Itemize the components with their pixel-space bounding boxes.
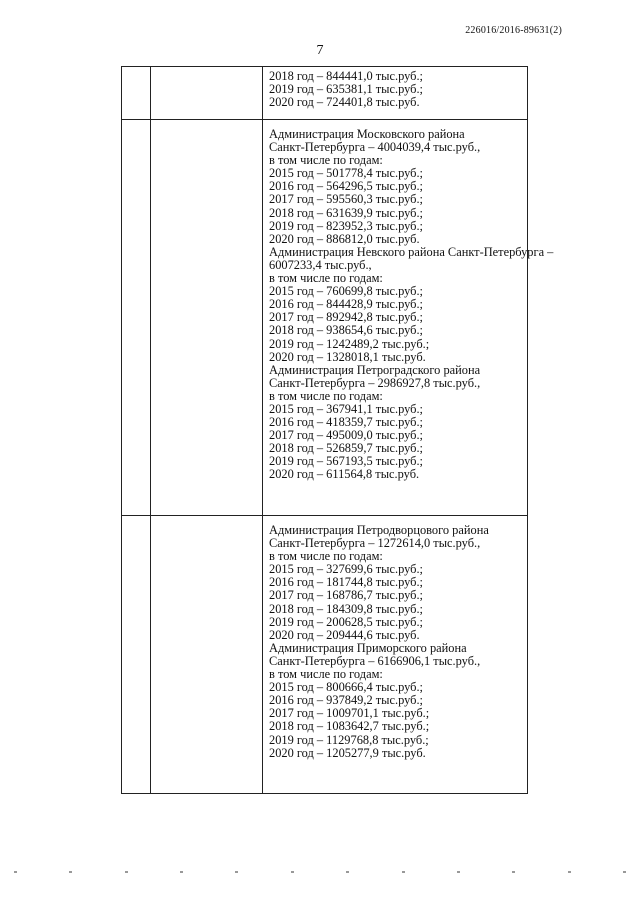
- scan-mark: [69, 871, 72, 873]
- scan-footer-marks: [14, 871, 626, 875]
- text-line: в том числе по годам:: [269, 549, 383, 564]
- text-line: 2015 год – 327699,6 тыс.руб.;: [269, 562, 423, 577]
- scan-mark: [568, 871, 571, 873]
- scan-mark: [291, 871, 294, 873]
- text-line: в том числе по годам:: [269, 667, 383, 682]
- scan-mark: [125, 871, 128, 873]
- text-line: 2017 год – 595560,3 тыс.руб.;: [269, 192, 423, 207]
- text-line: 2019 год – 1242489,2 тыс.руб.;: [269, 336, 430, 351]
- text-line: 2020 год – 611564,8 тыс.руб.: [269, 467, 420, 482]
- text-line: 2018 год – 1083642,7 тыс.руб.;: [269, 719, 430, 734]
- text-line: 2015 год – 367941,1 тыс.руб.;: [269, 401, 423, 416]
- text-line: 2017 год – 1009701,1 тыс.руб.;: [269, 706, 430, 721]
- text-line: 2020 год – 209444,6 тыс.руб.: [269, 627, 420, 642]
- scan-mark: [14, 871, 17, 873]
- text-line: 2018 год – 526859,7 тыс.руб.;: [269, 441, 423, 456]
- text-line: 2016 год – 181744,8 тыс.руб.;: [269, 575, 423, 590]
- row-label-cell: [151, 67, 263, 120]
- text-line: 2020 год – 1328018,1 тыс.руб.: [269, 349, 426, 364]
- scan-mark: [623, 871, 626, 873]
- text-line: 2018 год – 184309,8 тыс.руб.;: [269, 601, 423, 616]
- text-line: 2019 год – 1129768,8 тыс.руб.;: [269, 732, 429, 747]
- text-line: 2017 год – 168786,7 тыс.руб.;: [269, 588, 423, 603]
- text-line: 2015 год – 760699,8 тыс.руб.;: [269, 284, 423, 299]
- text-line: 2018 год – 844441,0 тыс.руб.;: [269, 69, 423, 83]
- row-content-cell: [263, 516, 528, 794]
- text-line: Администрация Петроградского района: [269, 362, 481, 377]
- scan-mark: [402, 871, 405, 873]
- scan-mark: [235, 871, 238, 873]
- scan-mark: [457, 871, 460, 873]
- text-line: 2020 год – 724401,8 тыс.руб.: [269, 95, 420, 110]
- funding-text: [263, 516, 527, 764]
- text-line: 2019 год – 200628,5 тыс.руб.;: [269, 614, 423, 629]
- text-line: 2019 год – 567193,5 тыс.руб.;: [269, 454, 423, 469]
- scan-mark: [346, 871, 349, 873]
- text-line: Администрация Московского района: [269, 127, 465, 141]
- text-line: 2017 год – 495009,0 тыс.руб.;: [269, 428, 423, 443]
- row-content-cell: [263, 67, 528, 120]
- row-number-cell: [122, 67, 151, 120]
- text-line: 2020 год – 886812,0 тыс.руб.: [269, 231, 420, 246]
- text-line: Санкт-Петербурга – 2986927,8 тыс.руб.,: [269, 375, 481, 390]
- table-row: [122, 516, 528, 794]
- text-line: 2016 год – 418359,7 тыс.руб.;: [269, 415, 423, 430]
- text-line: Санкт-Петербурга – 1272614,0 тыс.руб.,: [269, 536, 481, 551]
- text-line: Санкт-Петербурга – 6166906,1 тыс.руб.,: [269, 653, 481, 668]
- text-line: 2015 год – 800666,4 тыс.руб.;: [269, 680, 423, 695]
- table-row: [122, 67, 528, 120]
- text-line: 6007233,4 тыс.руб.,: [269, 257, 372, 272]
- row-number-cell: [122, 516, 151, 794]
- text-line: в том числе по годам:: [269, 153, 383, 168]
- row-content-cell: [263, 120, 554, 516]
- text-line: 2016 год – 937849,2 тыс.руб.;: [269, 693, 423, 708]
- scan-mark: [180, 871, 183, 873]
- page-number: 7: [316, 43, 324, 58]
- scan-mark: [512, 871, 515, 873]
- table-row: [122, 120, 528, 516]
- funding-text: [263, 120, 554, 486]
- text-line: Администрация Приморского района: [269, 640, 467, 655]
- funding-table: [121, 66, 554, 794]
- text-line: Санкт-Петербурга – 4004039,4 тыс.руб.,: [269, 140, 481, 155]
- text-line: 2018 год – 631639,9 тыс.руб.;: [269, 205, 423, 220]
- text-line: 2019 год – 635381,1 тыс.руб.;: [269, 82, 423, 97]
- text-line: 2016 год – 564296,5 тыс.руб.;: [269, 179, 423, 194]
- document-registration-number: 226016/2016-89631(2): [465, 25, 562, 36]
- text-line: Администрация Невского района Санкт-Петербурга –: [269, 244, 554, 259]
- row-number-cell: [122, 120, 151, 516]
- text-line: 2016 год – 844428,9 тыс.руб.;: [269, 297, 423, 312]
- text-line: 2017 год – 892942,8 тыс.руб.;: [269, 310, 423, 325]
- text-line: 2018 год – 938654,6 тыс.руб.;: [269, 323, 423, 338]
- row-label-cell: [151, 120, 263, 516]
- text-line: Администрация Петродворцового района: [269, 523, 489, 537]
- text-line: 2020 год – 1205277,9 тыс.руб.: [269, 745, 426, 760]
- row-label-cell: [151, 516, 263, 794]
- text-line: 2019 год – 823952,3 тыс.руб.;: [269, 218, 423, 233]
- text-line: в том числе по годам:: [269, 271, 383, 286]
- funding-text: [263, 67, 527, 113]
- text-line: в том числе по годам:: [269, 388, 383, 403]
- text-line: 2015 год – 501778,4 тыс.руб.;: [269, 166, 423, 181]
